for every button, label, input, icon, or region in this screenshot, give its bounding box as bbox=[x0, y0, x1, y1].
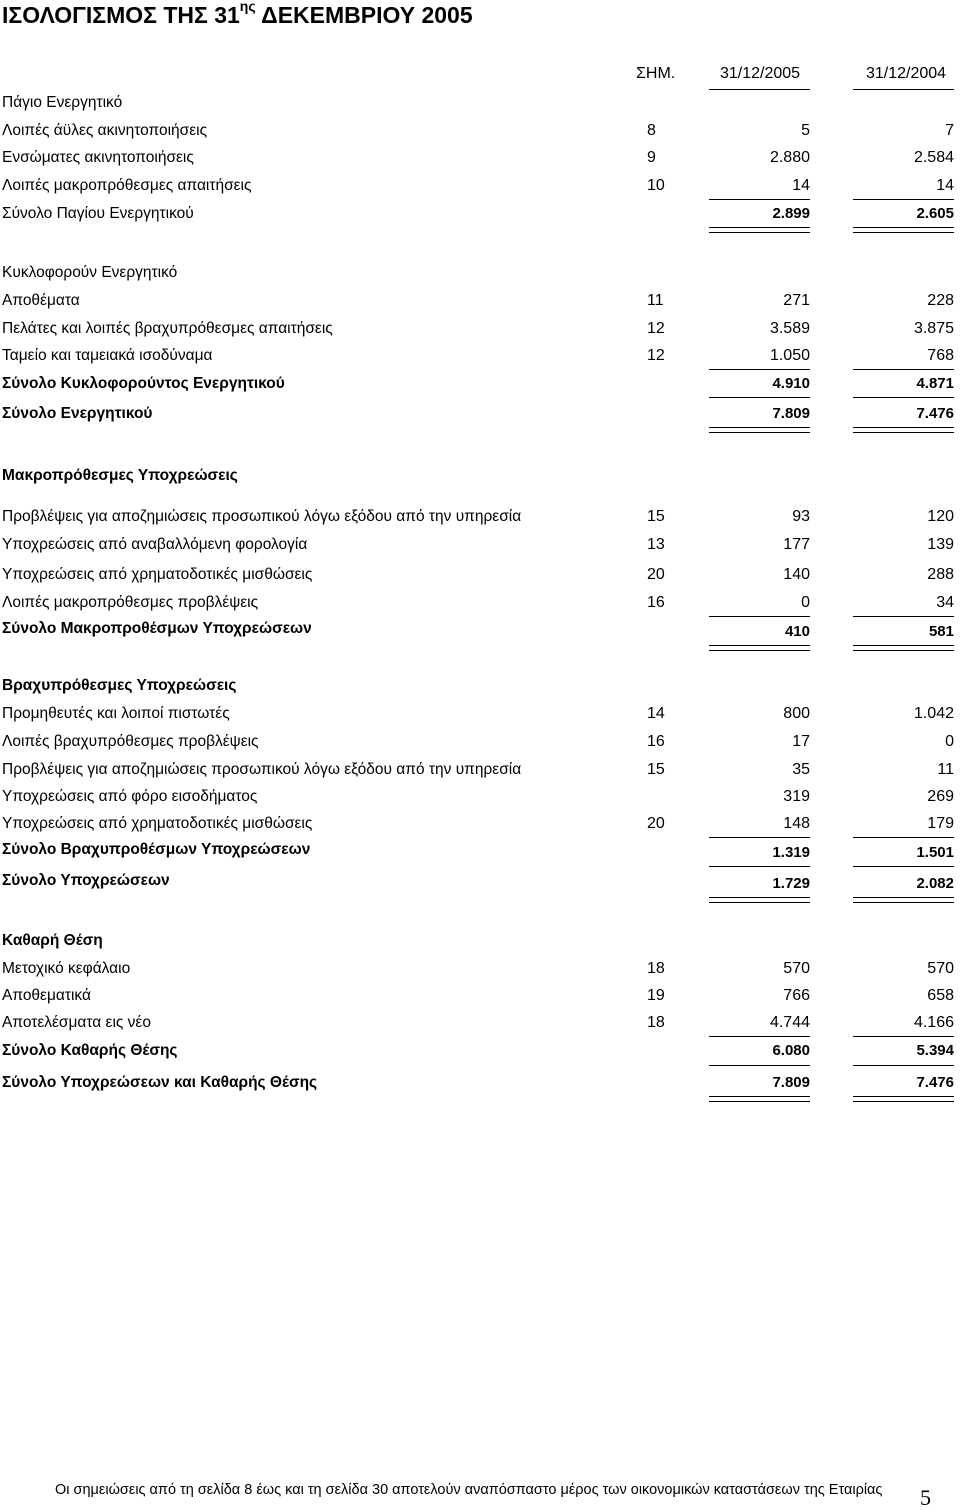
subtotal-line bbox=[853, 397, 954, 398]
subtotal-line bbox=[709, 866, 810, 867]
subtotal-line bbox=[709, 1036, 810, 1037]
total-row: Σύνολο Ενεργητικού 7.809 7.476 bbox=[2, 405, 954, 422]
table-row: Υποχρεώσεις από χρηματοδοτικές μισθώσεις 20 148 179 bbox=[2, 815, 954, 832]
double-underline bbox=[709, 897, 810, 903]
table-row: Αποθεματικά 19 766 658 bbox=[2, 987, 954, 1004]
subtotal-line bbox=[709, 837, 810, 838]
double-underline bbox=[709, 427, 810, 433]
subtotal-line bbox=[709, 369, 810, 370]
header-col-2005: 31/12/2005 bbox=[720, 65, 801, 82]
section-heading: Μακροπρόθεσμες Υποχρεώσεις bbox=[2, 467, 238, 484]
footer-note: Οι σημειώσεις από τη σελίδα 8 έως και τη σελίδα 30 αποτελούν αναπόσπαστο μέρος των οικονομικών καταστάσεων της Εταιρίας bbox=[55, 1482, 883, 1498]
subtotal-line bbox=[853, 199, 954, 200]
double-underline bbox=[853, 227, 954, 233]
table-row: Λοιπές μακροπρόθεσμες προβλέψεις 16 0 34 bbox=[2, 594, 954, 611]
table-row: Λοιπές μακροπρόθεσμες απαιτήσεις 10 14 14 bbox=[2, 177, 954, 194]
section-heading: Κυκλοφορούν Ενεργητικό bbox=[2, 264, 178, 281]
total-row: Σύνολο Κυκλοφορούντος Ενεργητικού 4.910 4.871 bbox=[2, 375, 954, 392]
table-row: Ταμείο και ταμειακά ισοδύναμα 12 1.050 768 bbox=[2, 347, 954, 364]
double-underline bbox=[709, 645, 810, 651]
total-row: Σύνολο Παγίου Ενεργητικού 2.899 2.605 bbox=[2, 205, 954, 222]
table-row: Λοιπές άϋλες ακινητοποιήσεις 8 5 7 bbox=[2, 122, 954, 139]
total-row: Σύνολο Μακροπροθέσμων Υποχρεώσεων 410 581 bbox=[2, 620, 954, 640]
double-underline bbox=[853, 897, 954, 903]
subtotal-line bbox=[853, 1036, 954, 1037]
double-underline bbox=[853, 427, 954, 433]
subtotal-line bbox=[709, 1065, 810, 1066]
table-row: Ενσώματες ακινητοποιήσεις 9 2.880 2.584 bbox=[2, 149, 954, 166]
subtotal-line bbox=[853, 369, 954, 370]
header-underline-2004 bbox=[853, 89, 954, 90]
subtotal-line bbox=[853, 616, 954, 617]
subtotal-line bbox=[709, 397, 810, 398]
section-heading: Καθαρή Θέση bbox=[2, 932, 103, 949]
table-row: Προβλέψεις για αποζημιώσεις προσωπικού λόγω εξόδου από την υπηρεσία 15 93 120 bbox=[2, 508, 954, 525]
table-row: Υποχρεώσεις από χρηματοδοτικές μισθώσεις 20 140 288 bbox=[2, 566, 954, 583]
double-underline bbox=[853, 645, 954, 651]
header-underline-2005 bbox=[709, 89, 810, 90]
total-row: Σύνολο Καθαρής Θέσης 6.080 5.394 bbox=[2, 1042, 954, 1059]
table-row: Αποτελέσματα εις νέο 18 4.744 4.166 bbox=[2, 1014, 954, 1031]
header-note: ΣΗΜ. bbox=[636, 65, 676, 82]
subtotal-line bbox=[709, 199, 810, 200]
table-row: Λοιπές βραχυπρόθεσμες προβλέψεις 16 17 0 bbox=[2, 733, 954, 750]
total-row: Σύνολο Υποχρεώσεων 1.729 2.082 bbox=[2, 872, 954, 892]
table-row: Υποχρεώσεις από φόρο εισοδήματος 319 269 bbox=[2, 788, 954, 805]
title-superscript: ης bbox=[239, 0, 256, 14]
table-row: Αποθέματα 11 271 228 bbox=[2, 292, 954, 309]
subtotal-line bbox=[853, 866, 954, 867]
header-col-2004: 31/12/2004 bbox=[866, 65, 947, 82]
subtotal-line bbox=[853, 837, 954, 838]
double-underline bbox=[853, 1096, 954, 1102]
double-underline bbox=[709, 1096, 810, 1102]
section-heading: Βραχυπρόθεσμες Υποχρεώσεις bbox=[2, 677, 237, 694]
page-number: 5 bbox=[920, 1485, 931, 1510]
table-row: Μετοχικό κεφάλαιο 18 570 570 bbox=[2, 960, 954, 977]
table-row: Υποχρεώσεις από αναβαλλόμενη φορολογία 13 177 139 bbox=[2, 536, 954, 553]
section-heading: Πάγιο Ενεργητικό bbox=[2, 94, 123, 111]
table-row: Πελάτες και λοιπές βραχυπρόθεσμες απαιτήσεις 12 3.589 3.875 bbox=[2, 320, 954, 337]
double-underline bbox=[709, 227, 810, 233]
total-row: Σύνολο Υποχρεώσεων και Καθαρής Θέσης 7.809 7.476 bbox=[2, 1074, 954, 1091]
total-row: Σύνολο Βραχυπροθέσμων Υποχρεώσεων 1.319 1.501 bbox=[2, 841, 954, 861]
subtotal-line bbox=[709, 616, 810, 617]
table-row: Προβλέψεις για αποζημιώσεις προσωπικού λόγω εξόδου από την υπηρεσία 15 35 11 bbox=[2, 761, 954, 778]
page-title: ΙΣΟΛΟΓΙΣΜΟΣ ΤΗΣ $31^{\eta\varsigma}$ ΔΕΚΕΜΒΡΙΟΥ 2005 bbox=[2, 0, 473, 28]
subtotal-line bbox=[853, 1065, 954, 1066]
table-row: Προμηθευτές και λοιποί πιστωτές 14 800 1.042 bbox=[2, 705, 954, 722]
